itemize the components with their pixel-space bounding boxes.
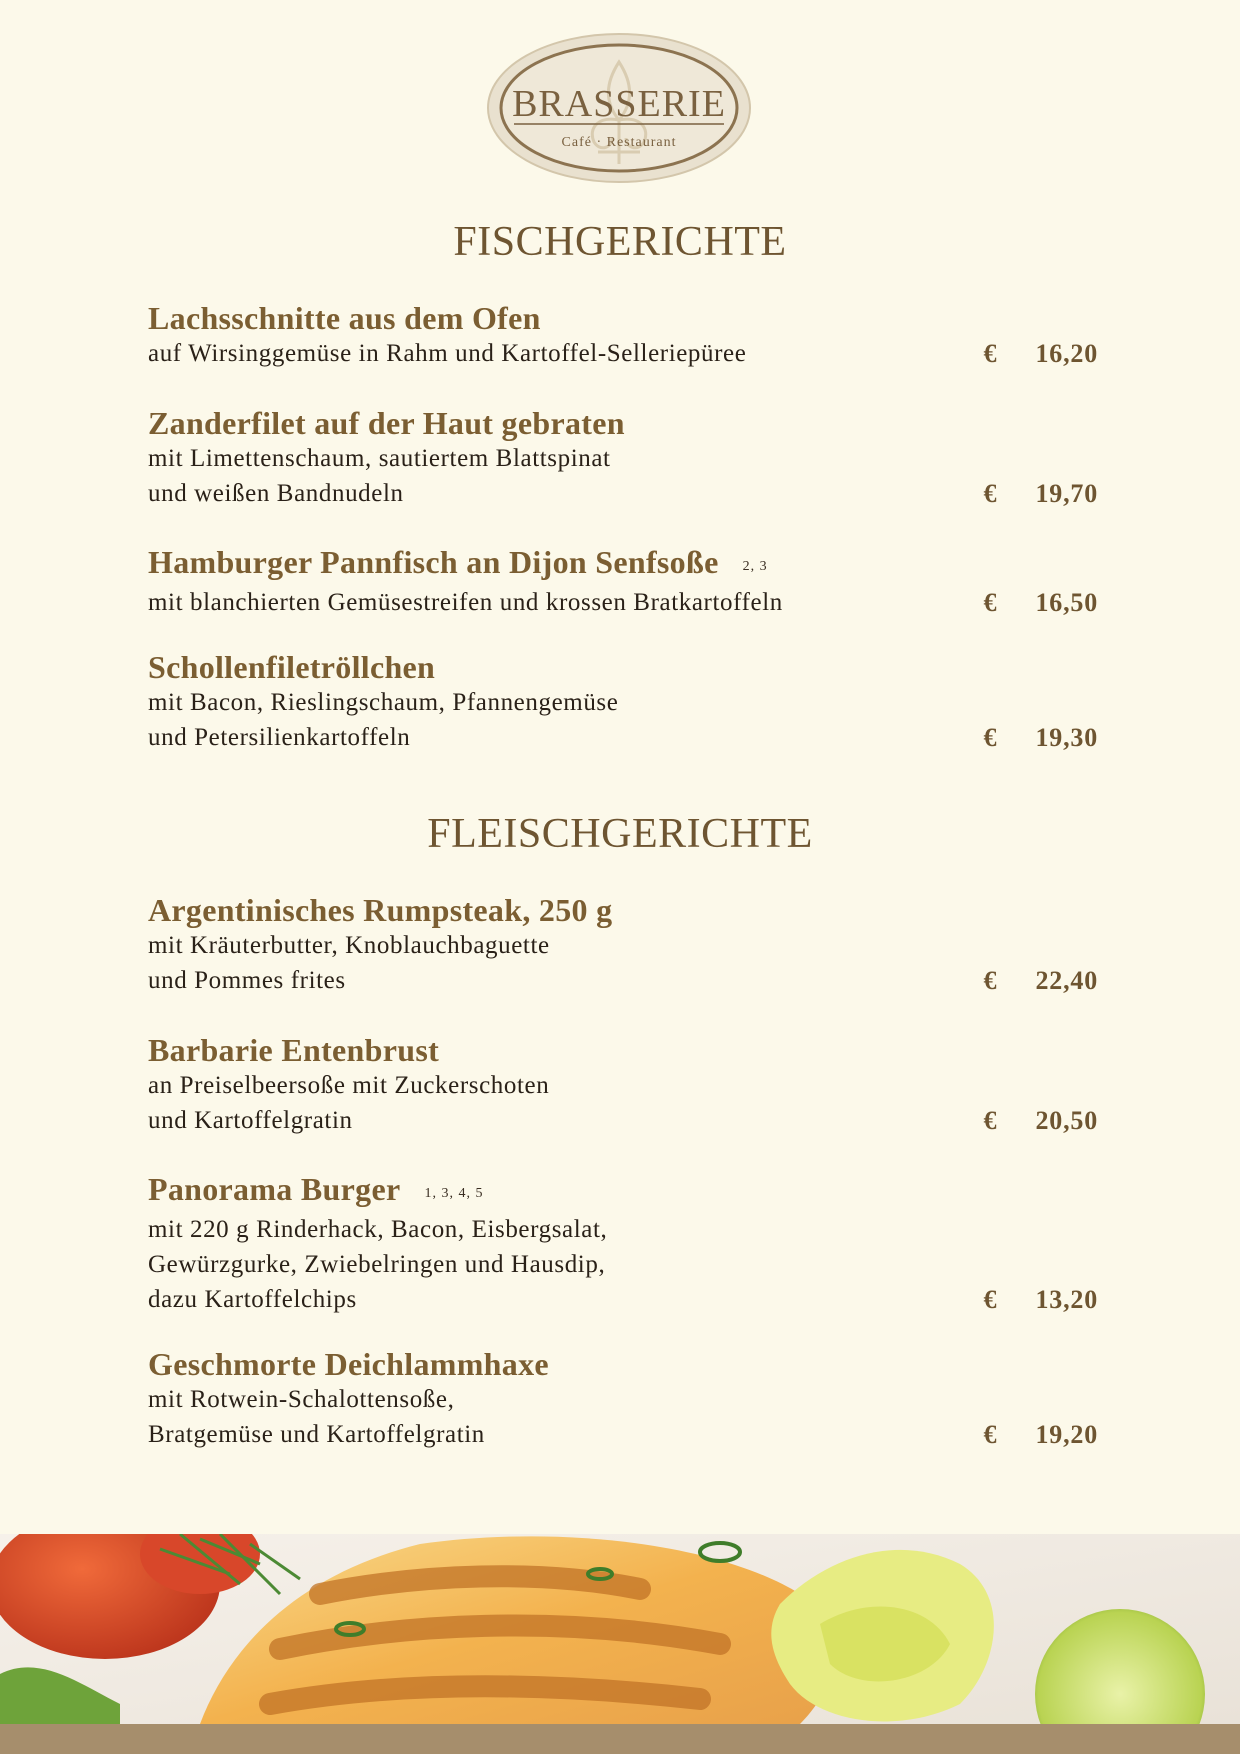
dish-item: [148, 300, 1098, 371]
dish-price: [984, 1417, 1099, 1452]
dish-price: [984, 963, 1099, 998]
dish-item: [148, 544, 1098, 620]
price-value: 16,20: [1035, 339, 1098, 368]
brasserie-logo: [486, 32, 752, 184]
price-value: 20,50: [1035, 1106, 1098, 1135]
dish-price: [984, 476, 1099, 511]
dish-price: [984, 720, 1099, 755]
allergen-codes: 1, 3, 4, 5: [424, 1186, 484, 1201]
euro-sign: €: [983, 966, 998, 995]
dish-name: Argentinisches Rumpsteak, 250 g: [148, 892, 613, 928]
dish-price: [984, 336, 1099, 371]
euro-sign: €: [983, 339, 998, 368]
dish-item: [148, 1346, 1098, 1452]
dish-description: mit Limettenschaum, sautiertem Blattspinat: [148, 445, 611, 472]
dish-description: und weißen Bandnudeln: [148, 480, 404, 507]
dish-description: mit Bacon, Rieslingschaum, Pfannengemüse: [148, 689, 619, 716]
dish-description: mit Kräuterbutter, Knoblauchbaguette: [148, 932, 550, 959]
dish-description: auf Wirsinggemüse in Rahm und Kartoffel-Selleriepüree: [148, 340, 747, 367]
dish-item: [148, 892, 1098, 998]
dish-name: Panorama Burger: [148, 1171, 401, 1207]
euro-sign: €: [983, 588, 998, 617]
dish-item: [148, 1032, 1098, 1138]
dish-description: und Kartoffelgratin: [148, 1107, 353, 1134]
grilled-fish-photo: [0, 1534, 1240, 1724]
dish-price: [984, 585, 1099, 620]
price-value: 19,70: [1035, 479, 1098, 508]
euro-sign: €: [983, 1420, 998, 1449]
price-value: 13,20: [1035, 1285, 1098, 1314]
price-value: 22,40: [1035, 966, 1098, 995]
dish-description: mit blanchierten Gemüsestreifen und krossen Bratkartoffeln: [148, 589, 783, 616]
dish-name: Barbarie Entenbrust: [148, 1032, 440, 1068]
dish-price: [984, 1103, 1099, 1138]
dish-name: Schollenfiletröllchen: [148, 649, 436, 685]
dish-description: Gewürzgurke, Zwiebelringen und Hausdip,: [148, 1251, 606, 1278]
dish-description: mit 220 g Rinderhack, Bacon, Eisbergsalat,: [148, 1216, 608, 1243]
dish-description: dazu Kartoffelchips: [148, 1286, 357, 1313]
allergen-codes: 2, 3: [742, 559, 768, 574]
euro-sign: €: [983, 1106, 998, 1135]
dish-name: Geschmorte Deichlammhaxe: [148, 1346, 549, 1382]
dish-description: Bratgemüse und Kartoffelgratin: [148, 1421, 485, 1448]
price-value: 16,50: [1035, 588, 1098, 617]
euro-sign: €: [983, 479, 998, 508]
price-value: 19,30: [1035, 723, 1098, 752]
section-title-fischgerichte: FISCHGERICHTE: [453, 219, 787, 265]
dish-item: [148, 405, 1098, 511]
dish-item: [148, 1171, 1098, 1317]
euro-sign: €: [983, 723, 998, 752]
dish-description: und Pommes frites: [148, 967, 346, 994]
footer-bar: [0, 1724, 1240, 1754]
dish-item: [148, 649, 1098, 755]
dish-price: [984, 1282, 1099, 1317]
logo-subtitle: Café · Restaurant: [561, 135, 677, 150]
logo-title: BRASSERIE: [512, 83, 726, 125]
dish-name: Zanderfilet auf der Haut gebraten: [148, 405, 625, 441]
dish-name: Lachsschnitte aus dem Ofen: [148, 300, 541, 336]
dish-description: an Preiselbeersoße mit Zuckerschoten: [148, 1072, 550, 1099]
price-value: 19,20: [1035, 1420, 1098, 1449]
dish-description: und Petersilienkartoffeln: [148, 724, 411, 751]
dish-description: mit Rotwein-Schalottensoße,: [148, 1386, 455, 1413]
section-title-fleischgerichte: FLEISCHGERICHTE: [427, 811, 813, 857]
euro-sign: €: [983, 1285, 998, 1314]
dish-name: Hamburger Pannfisch an Dijon Senfsoße: [148, 544, 719, 580]
